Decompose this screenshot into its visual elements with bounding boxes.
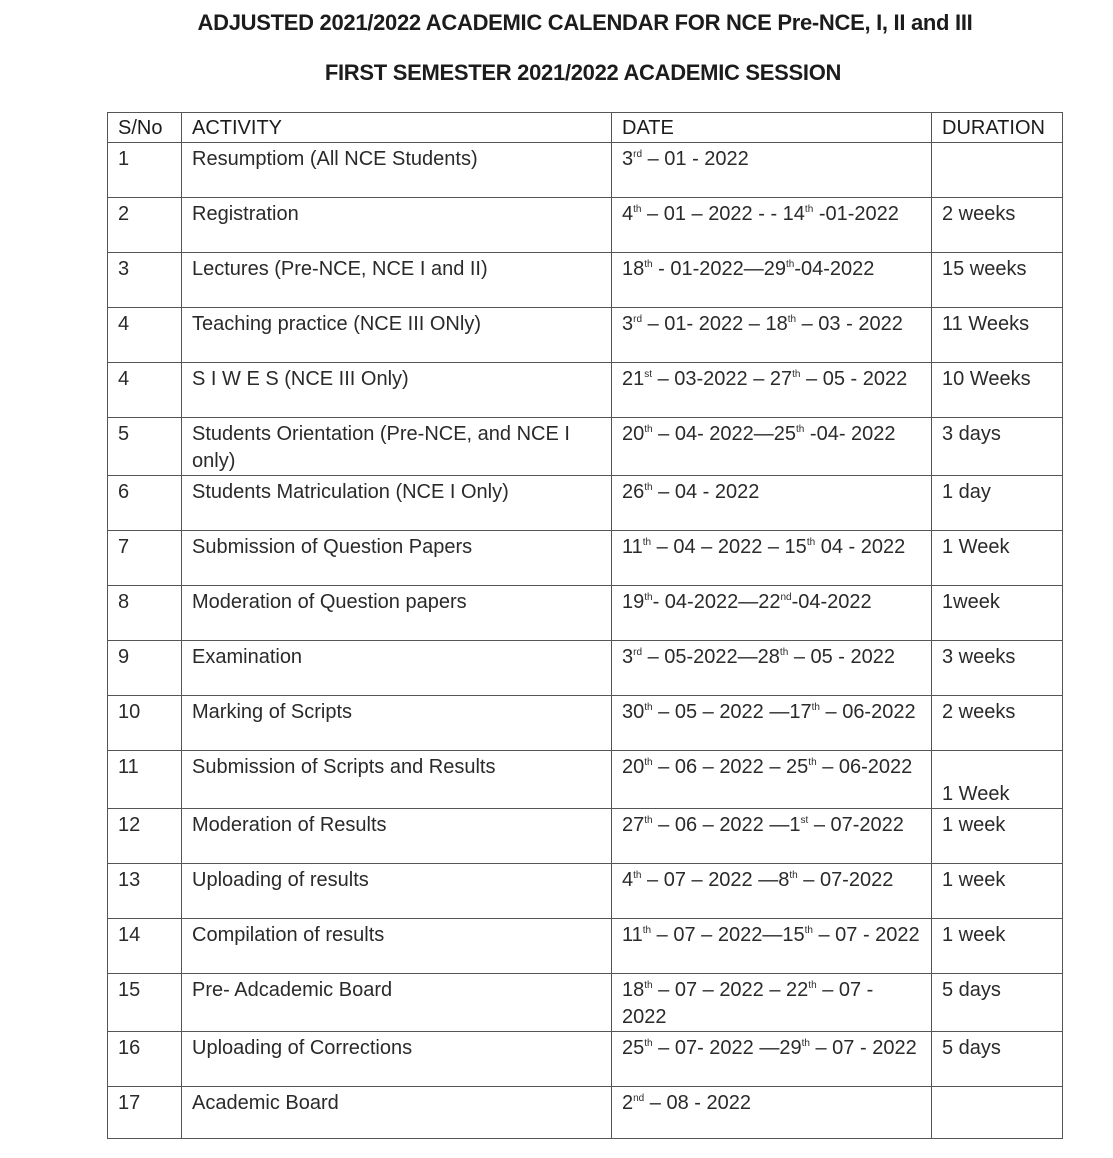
row-activity: Examination <box>182 641 612 696</box>
row-activity: Academic Board <box>182 1087 612 1139</box>
row-duration: 1 Week <box>932 531 1063 586</box>
row-sno: 15 <box>108 974 182 1032</box>
table-header-row <box>108 113 1063 143</box>
column-header-duration: DURATION <box>932 113 1063 143</box>
table-row <box>108 143 1063 198</box>
row-sno: 17 <box>108 1087 182 1139</box>
row-duration: 1 week <box>932 864 1063 919</box>
row-duration: 1week <box>932 586 1063 641</box>
table-row <box>108 864 1063 919</box>
table-row <box>108 531 1063 586</box>
row-duration <box>932 1087 1063 1139</box>
table-row <box>108 919 1063 974</box>
row-date: 21st – 03-2022 – 27th – 05 - 2022 <box>612 363 932 418</box>
row-sno: 11 <box>108 751 182 809</box>
row-sno: 4 <box>108 308 182 363</box>
row-duration: 3 days <box>932 418 1063 476</box>
row-duration: 1 week <box>932 809 1063 864</box>
row-date: 30th – 05 – 2022 —17th – 06-2022 <box>612 696 932 751</box>
row-sno: 3 <box>108 253 182 308</box>
row-date: 27th – 06 – 2022 —1st – 07-2022 <box>612 809 932 864</box>
row-sno: 2 <box>108 198 182 253</box>
row-duration: 11 Weeks <box>932 308 1063 363</box>
table-row <box>108 696 1063 751</box>
row-duration: 1 Week <box>932 751 1063 809</box>
row-sno: 6 <box>108 476 182 531</box>
table-row <box>108 809 1063 864</box>
table-row <box>108 1087 1063 1139</box>
table-row <box>108 253 1063 308</box>
row-duration: 5 days <box>932 1032 1063 1087</box>
row-date: 11th – 07 – 2022—15th – 07 - 2022 <box>612 919 932 974</box>
row-duration <box>932 143 1063 198</box>
table-row <box>108 418 1063 476</box>
row-date: 25th – 07- 2022 —29th – 07 - 2022 <box>612 1032 932 1087</box>
row-sno: 4 <box>108 363 182 418</box>
row-date: 2nd – 08 - 2022 <box>612 1087 932 1139</box>
row-sno: 14 <box>108 919 182 974</box>
row-sno: 1 <box>108 143 182 198</box>
row-date: 20th – 06 – 2022 – 25th – 06-2022 <box>612 751 932 809</box>
row-date: 3rd – 05-2022—28th – 05 - 2022 <box>612 641 932 696</box>
row-date: 3rd – 01- 2022 – 18th – 03 - 2022 <box>612 308 932 363</box>
row-sno: 8 <box>108 586 182 641</box>
row-activity: Uploading of results <box>182 864 612 919</box>
document-subtitle: FIRST SEMESTER 2021/2022 ACADEMIC SESSION <box>324 60 842 85</box>
table-row <box>108 751 1063 809</box>
row-duration: 3 weeks <box>932 641 1063 696</box>
table-row <box>108 974 1063 1032</box>
table-row <box>108 476 1063 531</box>
row-activity: Students Matriculation (NCE I Only) <box>182 476 612 531</box>
table-row <box>108 586 1063 641</box>
row-sno: 7 <box>108 531 182 586</box>
row-sno: 13 <box>108 864 182 919</box>
row-activity: Lectures (Pre-NCE, NCE I and II) <box>182 253 612 308</box>
row-activity: Pre- Adcademic Board <box>182 974 612 1032</box>
table-row <box>108 308 1063 363</box>
row-activity: S I W E S (NCE III Only) <box>182 363 612 418</box>
table-row <box>108 363 1063 418</box>
row-date: 11th – 04 – 2022 – 15th 04 - 2022 <box>612 531 932 586</box>
row-activity: Resumptiom (All NCE Students) <box>182 143 612 198</box>
row-duration: 15 weeks <box>932 253 1063 308</box>
row-activity: Registration <box>182 198 612 253</box>
row-sno: 16 <box>108 1032 182 1087</box>
row-activity: Students Orientation (Pre-NCE, and NCE I only) <box>182 418 612 476</box>
table-row <box>108 1032 1063 1087</box>
table-row <box>108 641 1063 696</box>
row-duration: 1 day <box>932 476 1063 531</box>
column-header-sno: S/No <box>108 113 182 143</box>
row-sno: 9 <box>108 641 182 696</box>
row-activity: Teaching practice (NCE III ONly) <box>182 308 612 363</box>
row-activity: Moderation of Results <box>182 809 612 864</box>
row-activity: Submission of Question Papers <box>182 531 612 586</box>
row-duration: 5 days <box>932 974 1063 1032</box>
row-date: 26th – 04 - 2022 <box>612 476 932 531</box>
row-date: 18th - 01-2022—29th-04-2022 <box>612 253 932 308</box>
row-date: 4th – 01 – 2022 - - 14th -01-2022 <box>612 198 932 253</box>
row-duration: 1 week <box>932 919 1063 974</box>
row-date: 18th – 07 – 2022 – 22th – 07 - 2022 <box>612 974 932 1032</box>
row-activity: Moderation of Question papers <box>182 586 612 641</box>
row-date: 3rd – 01 - 2022 <box>612 143 932 198</box>
column-header-date: DATE <box>612 113 932 143</box>
row-duration: 10 Weeks <box>932 363 1063 418</box>
calendar-table <box>107 112 1063 1139</box>
row-duration: 2 weeks <box>932 198 1063 253</box>
column-header-activity: ACTIVITY <box>182 113 612 143</box>
row-sno: 12 <box>108 809 182 864</box>
row-date: 4th – 07 – 2022 —8th – 07-2022 <box>612 864 932 919</box>
row-activity: Marking of Scripts <box>182 696 612 751</box>
row-duration: 2 weeks <box>932 696 1063 751</box>
row-date: 20th – 04- 2022—25th -04- 2022 <box>612 418 932 476</box>
document-title: ADJUSTED 2021/2022 ACADEMIC CALENDAR FOR NCE Pre-NCE, I, II and III <box>197 10 973 35</box>
row-activity: Compilation of results <box>182 919 612 974</box>
row-sno: 5 <box>108 418 182 476</box>
row-date: 19th- 04-2022—22nd-04-2022 <box>612 586 932 641</box>
row-activity: Uploading of Corrections <box>182 1032 612 1087</box>
row-activity: Submission of Scripts and Results <box>182 751 612 809</box>
table-row <box>108 198 1063 253</box>
row-sno: 10 <box>108 696 182 751</box>
